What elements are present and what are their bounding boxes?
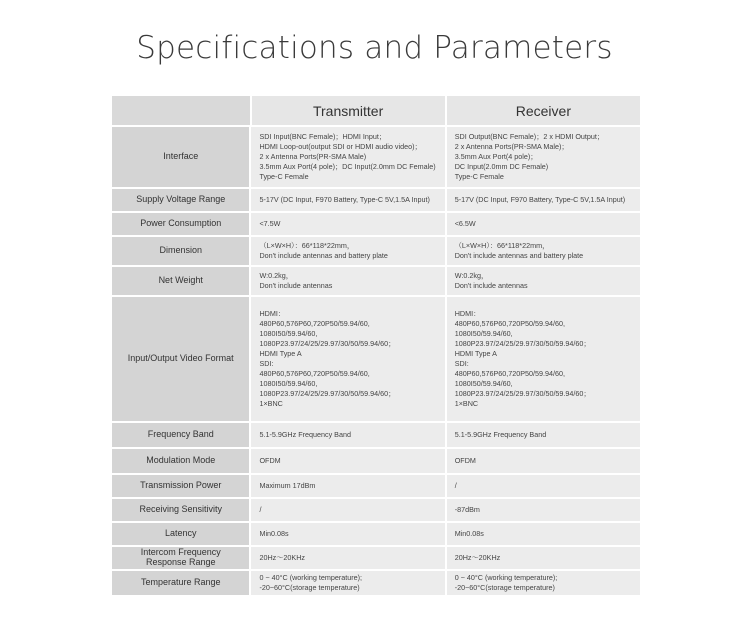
receiver-value: 0 ~ 40°C (working temperature); -20~60°C(storage temperature)	[447, 571, 640, 595]
table-row	[112, 237, 640, 265]
row-label: Power Consumption	[112, 213, 249, 235]
receiver-value: -87dBm	[447, 499, 640, 521]
transmitter-value: 20Hz～20KHz	[251, 547, 444, 569]
transmitter-value: Maximum 17dBm	[251, 475, 444, 497]
table-header-row	[112, 96, 640, 125]
table-row	[112, 547, 640, 569]
transmitter-value: /	[251, 499, 444, 521]
row-label: Frequency Band	[112, 423, 249, 447]
receiver-value: 20Hz～20KHz	[447, 547, 640, 569]
row-label: Receiving Sensitivity	[112, 499, 249, 521]
receiver-value: W:0.2kg， Don't include antennas	[447, 267, 640, 295]
row-label: Dimension	[112, 237, 249, 265]
table-row	[112, 189, 640, 211]
receiver-value: 5.1-5.9GHz Frequency Band	[447, 423, 640, 447]
table-row	[112, 475, 640, 497]
row-label: Input/Output Video Format	[112, 297, 249, 421]
row-label: Net Weight	[112, 267, 249, 295]
table-row	[112, 127, 640, 187]
row-label: Intercom Frequency Response Range	[112, 547, 249, 569]
receiver-value: 5-17V (DC Input, F970 Battery, Type-C 5V,1.5A Input)	[447, 189, 640, 211]
table-row	[112, 297, 640, 421]
row-label: Temperature Range	[112, 571, 249, 595]
transmitter-value: 0 ~ 40°C (working temperature); -20~60°C(storage temperature)	[251, 571, 444, 595]
transmitter-value: HDMI： 480P60,576P60,720P50/59.94/60, 1080I50/59.94/60, 1080P23.97/24/25/29.97/30/50/59.94/60； HDMI Type A SDI: 480P60,576P60,720P50/59.94/60, 1080I50/59.94/60, 1080P23.97/24/25/29.97/30/50/59.94/60； 1×BNC	[251, 297, 444, 421]
table-row	[112, 499, 640, 521]
transmitter-value: SDI Input(BNC Female)；HDMI Input； HDMI Loop-out(output SDI or HDMI audio video)； 2 x Antenna Ports(PR-SMA Male) 3.5mm Aux Port(4 pole)；DC Input(2.0mm DC Female) Type-C Female	[251, 127, 444, 187]
receiver-value: （L×W×H）：66*118*22mm， Don't include antennas and battery plate	[447, 237, 640, 265]
transmitter-value: 5-17V (DC Input, F970 Battery, Type-C 5V,1.5A Input)	[251, 189, 444, 211]
receiver-value: SDI Output(BNC Female)；2 x HDMI Output； 2 x Antenna Ports(PR-SMA Male)； 3.5mm Aux Port(4 pole)； DC Input(2.0mm DC Female) Type-C Female	[447, 127, 640, 187]
receiver-value: <6.5W	[447, 213, 640, 235]
spec-table	[112, 96, 640, 597]
table-row	[112, 423, 640, 447]
row-label: Modulation Mode	[112, 449, 249, 473]
receiver-value: HDMI： 480P60,576P60,720P50/59.94/60, 1080I50/59.94/60, 1080P23.97/24/25/29.97/30/50/59.94/60； HDMI Type A SDI: 480P60,576P60,720P50/59.94/60, 1080I50/59.94/60, 1080P23.97/24/25/29.97/30/50/59.94/60； 1×BNC	[447, 297, 640, 421]
table-row	[112, 267, 640, 295]
receiver-value: /	[447, 475, 640, 497]
row-label: Supply Voltage Range	[112, 189, 249, 211]
row-label: Latency	[112, 523, 249, 545]
row-label: Interface	[112, 127, 249, 187]
transmitter-value: OFDM	[251, 449, 444, 473]
page-title: Specifications and Parameters	[136, 30, 613, 66]
receiver-value: OFDM	[447, 449, 640, 473]
column-header-receiver: Receiver	[447, 96, 640, 125]
table-row	[112, 523, 640, 545]
transmitter-value: 5.1-5.9GHz Frequency Band	[251, 423, 444, 447]
transmitter-value: （L×W×H）：66*118*22mm， Don't include antennas and battery plate	[251, 237, 444, 265]
table-row	[112, 449, 640, 473]
transmitter-value: <7.5W	[251, 213, 444, 235]
header-blank-cell	[112, 96, 250, 125]
row-label: Transmission Power	[112, 475, 249, 497]
receiver-value: Min0.08s	[447, 523, 640, 545]
table-row	[112, 571, 640, 595]
table-row	[112, 213, 640, 235]
transmitter-value: W:0.2kg， Don't include antennas	[251, 267, 444, 295]
transmitter-value: Min0.08s	[251, 523, 444, 545]
column-header-transmitter: Transmitter	[252, 96, 445, 125]
